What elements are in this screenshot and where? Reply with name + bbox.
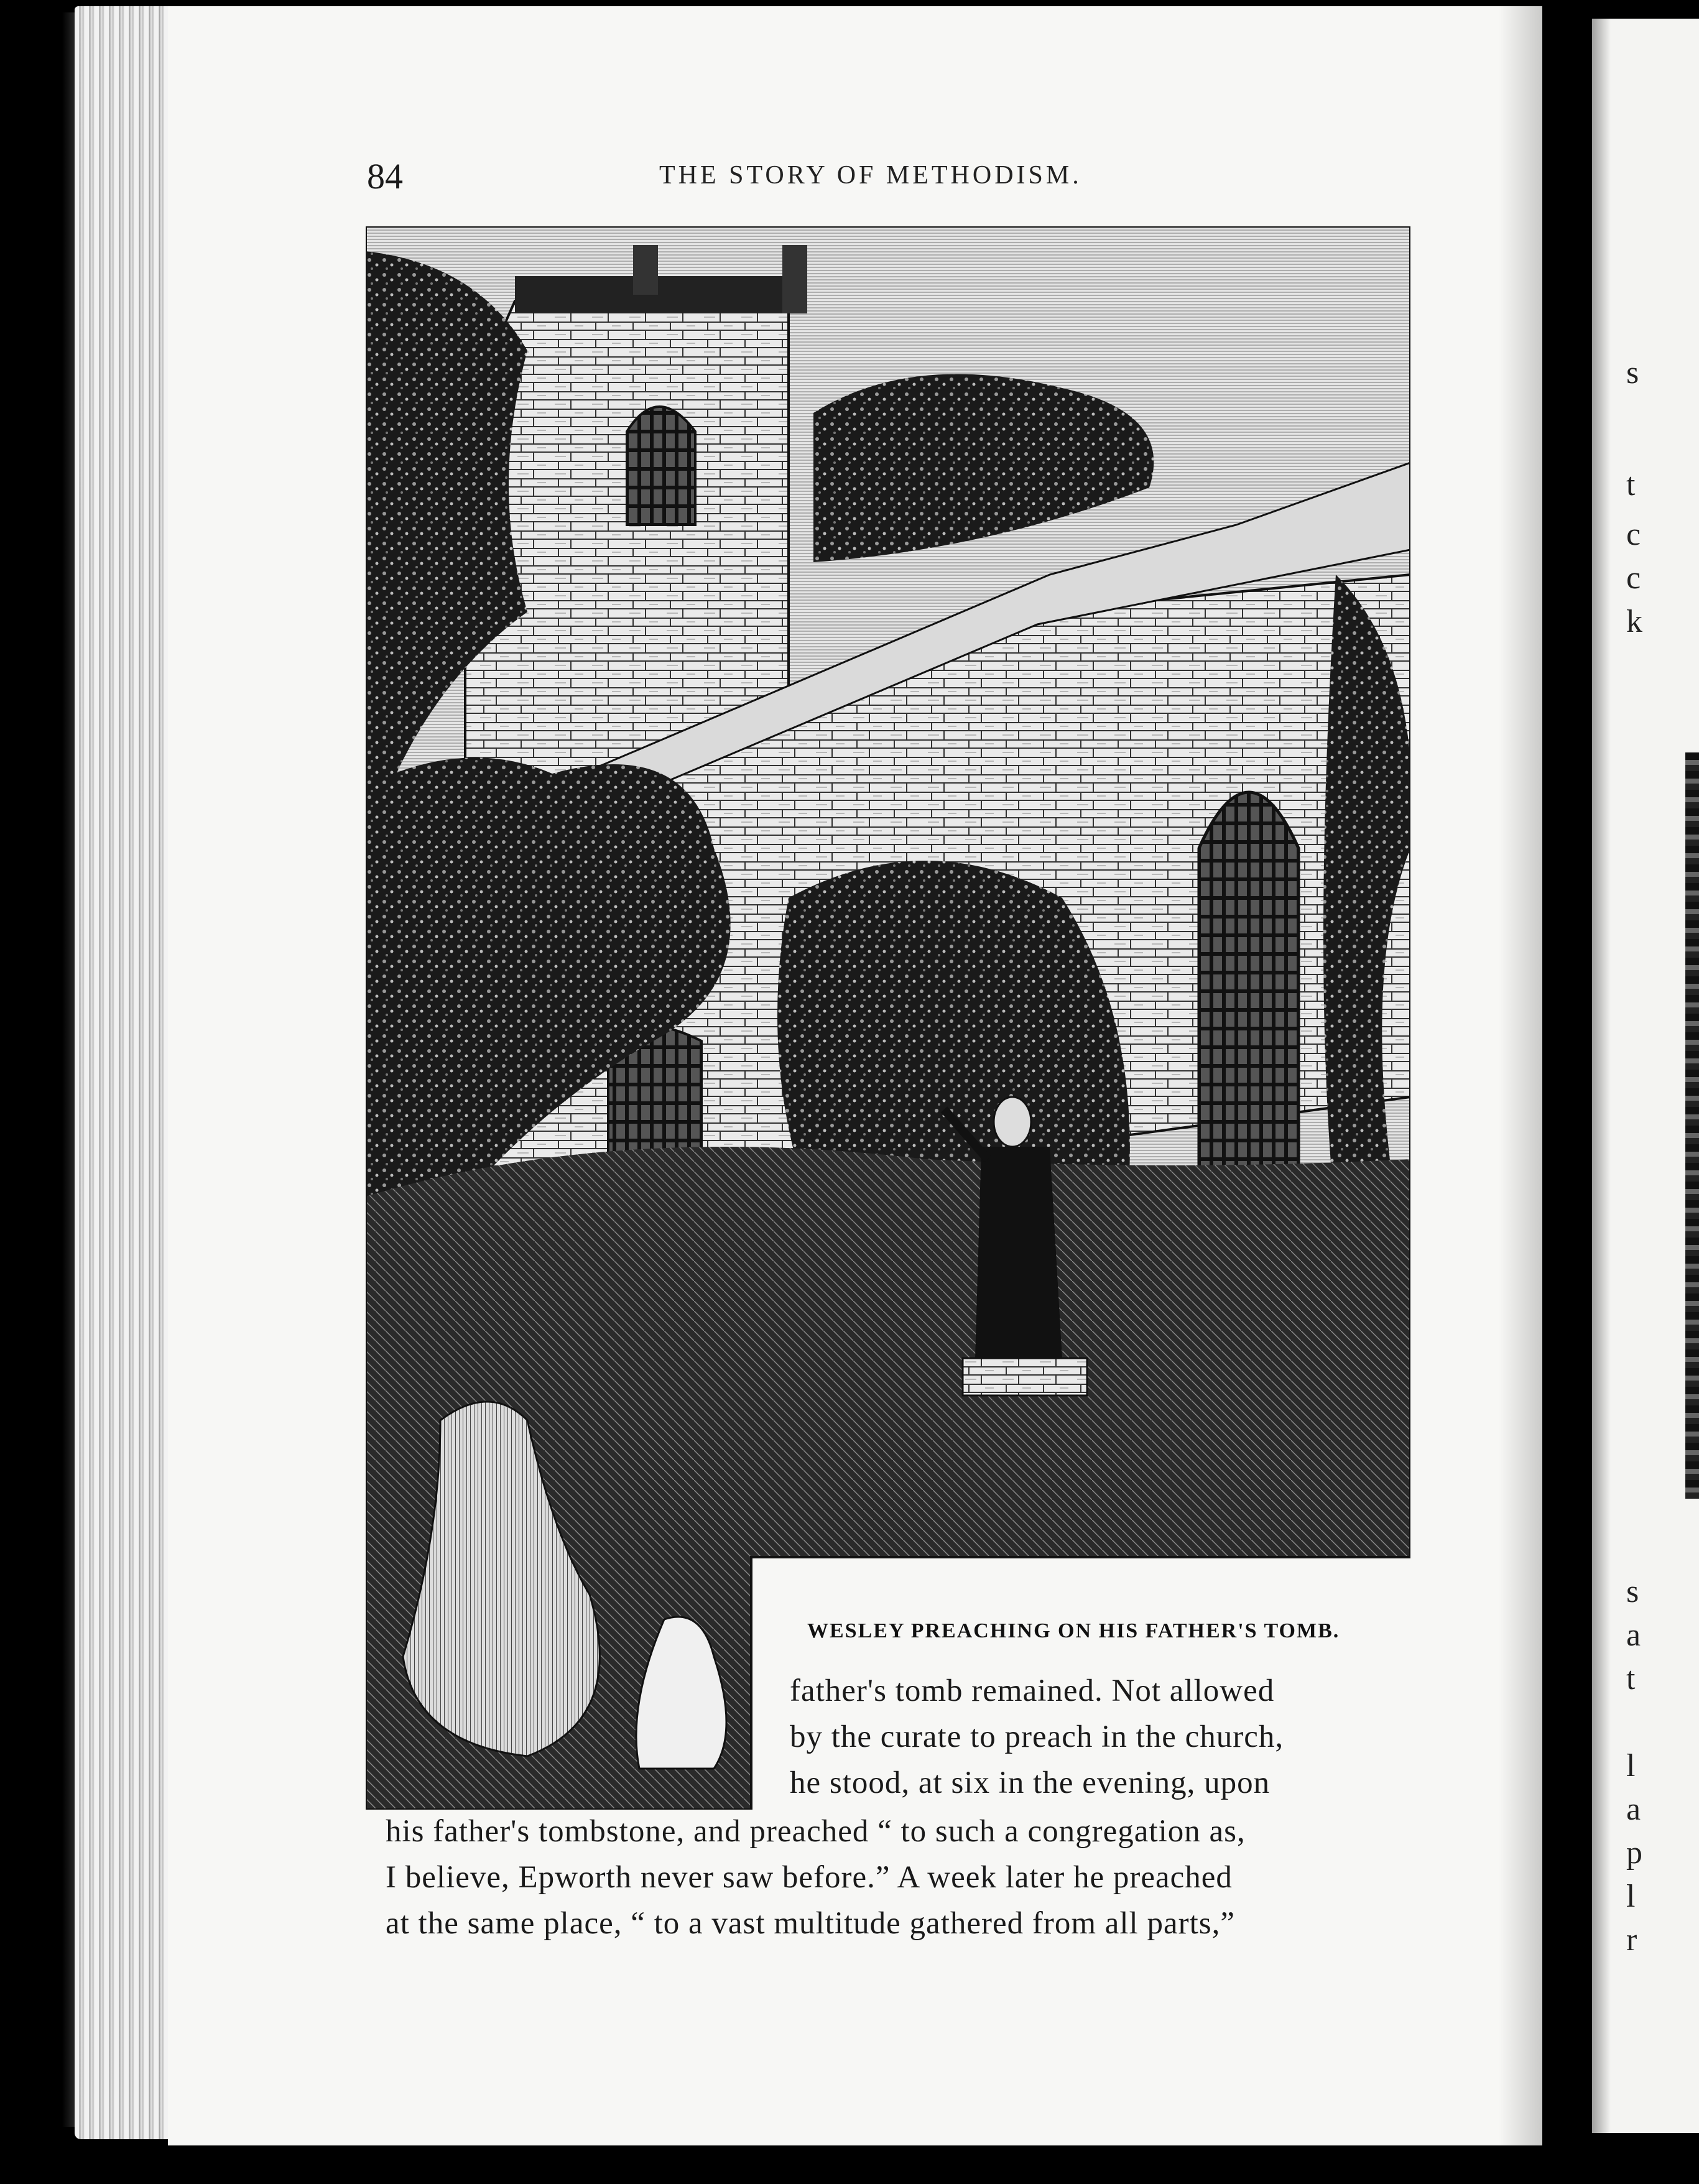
engraving-svg [366,226,1410,1810]
adjacent-page-fragment: p [1626,1835,1642,1871]
text-line: his father's tombstone, and preached “ to such a congregation as, [386,1814,1246,1849]
tower-pinnacle [633,245,658,295]
preacher-head [994,1097,1031,1147]
adjacent-page-shadow [1592,19,1611,2133]
adjacent-page-fragment: l [1626,1748,1636,1784]
adjacent-page-fragment: l [1626,1879,1636,1914]
tower-pinnacle [782,245,807,313]
adjacent-page-fragment: a [1626,1792,1641,1827]
adjacent-page-fragment: k [1626,604,1642,639]
text-line: father's tomb remained. Not allowed [790,1673,1275,1708]
gothic-window [1199,792,1299,1221]
adjacent-page-fragment: s [1626,1574,1639,1609]
adjacent-page-fragment: c [1626,517,1641,552]
engraving-illustration [366,226,1410,1810]
fathers-tomb [963,1358,1087,1395]
adjacent-page-fragment: c [1626,560,1641,596]
adjacent-page-fragment: a [1626,1617,1641,1653]
adjacent-illustration-fragment [1685,752,1699,1499]
page-number: 84 [367,156,403,197]
preacher-figure [975,1147,1062,1358]
text-line: he stood, at six in the evening, upon [790,1765,1271,1800]
text-line: by the curate to preach in the church, [790,1719,1284,1754]
text-line: I believe, Epworth never saw before.” A week later he preached [386,1860,1233,1895]
adjacent-page-fragment: t [1626,1661,1636,1696]
adjacent-page-fragment: r [1626,1922,1637,1958]
text-line: at the same place, “ to a vast multitude gathered from all parts,” [386,1906,1236,1941]
page-edges [75,6,174,2139]
adjacent-page [1592,19,1699,2133]
page-gutter-shadow [1499,6,1542,2145]
adjacent-page-fragment: s [1626,355,1639,391]
illustration-caption: WESLEY PREACHING ON HIS FATHER'S TOMB. [807,1619,1340,1642]
running-head: THE STORY OF METHODISM. [659,161,1082,190]
adjacent-page-fragment: t [1626,467,1636,502]
tower-window [627,407,695,525]
